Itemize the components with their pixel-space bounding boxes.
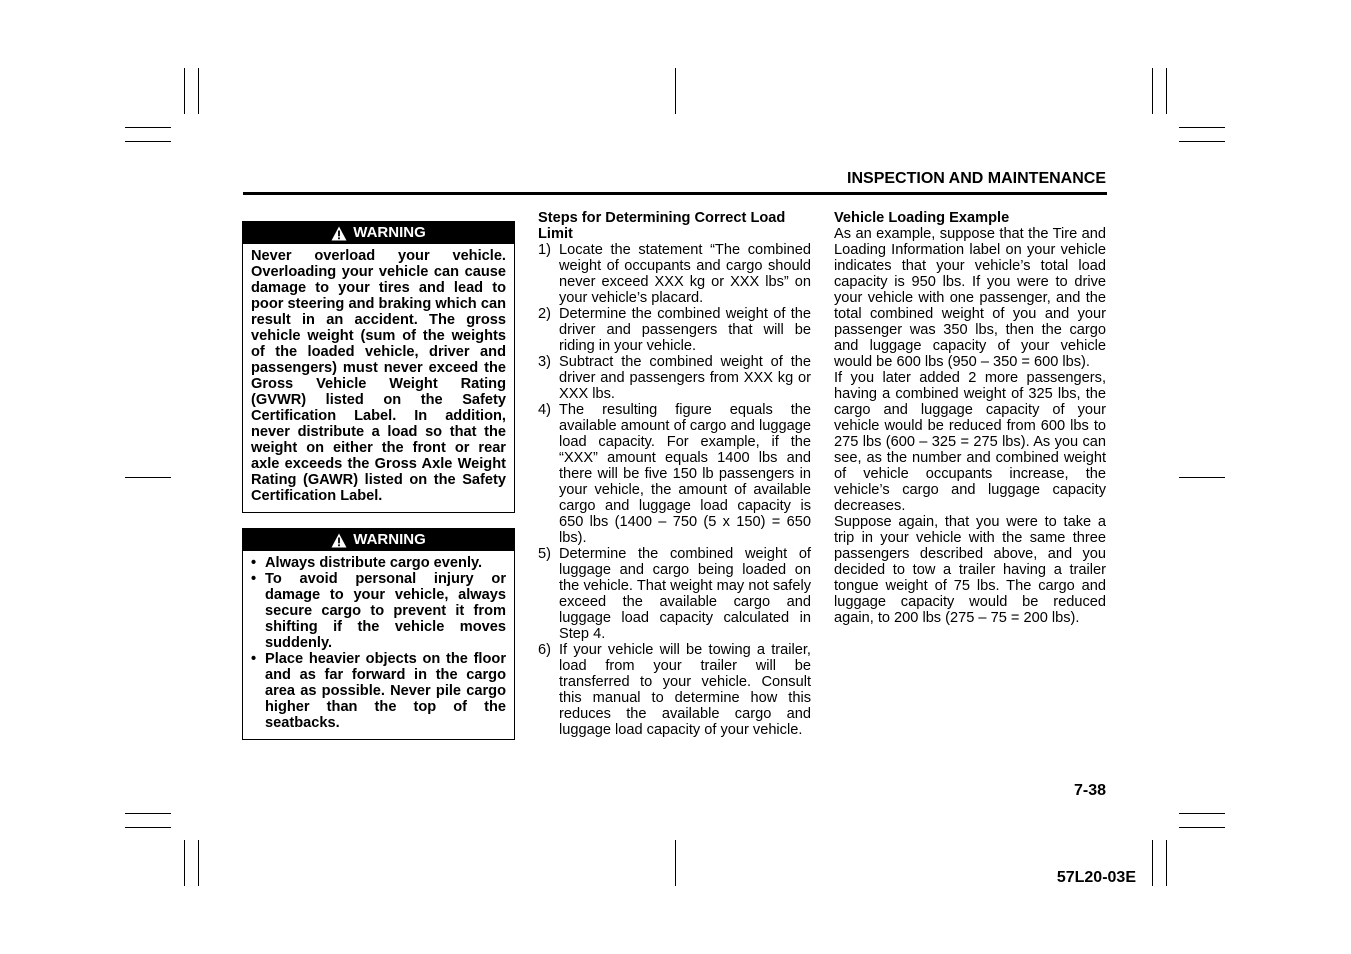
warning-triangle-icon [331,533,347,548]
example-paragraph: If you later added 2 more passengers, having a combined weight of 325 lbs, the cargo and luggage capacity of your vehicle would be reduced from 600 lbs to 275 lbs (600 – 325 = 275 lbs). As you can see, as the number and combined weight of vehicle occupants increase, the vehicle’s cargo and luggage capacity decreases. [834,370,1106,514]
warning-label: WARNING [353,531,426,548]
crop-mark [184,68,185,114]
bullet-item [251,571,506,651]
step-text: The resulting figure equals the available amount of cargo and luggage load capacity. For example, if the “XXX” amount equals 1400 lbs and there will be five 150 lb passengers in your vehicle, the amount of available cargo and luggage load capacity is 650 lbs (1400 – 750 (5 x 150) = 650 lbs). [559,402,811,546]
example-title: Vehicle Loading Example [834,210,1010,226]
crop-mark [1166,840,1167,886]
step-number: 1) [538,242,551,258]
steps-list [538,242,811,738]
step-item [538,402,811,546]
step-text: If your vehicle will be towing a trailer, load from your trailer will be transferred to your vehicle. Consult this manual to determine how this reduces the available cargo and luggage load capacity of your vehicle. [559,642,811,738]
warning-bullets [243,551,514,737]
warning-header [243,529,514,551]
step-number: 4) [538,402,551,418]
step-text: Determine the combined weight of luggage and cargo being loaded on the vehicle. That weight may not safely exceed the available cargo and luggage load capacity calculated in Step 4. [559,546,811,642]
document-code: 57L20-03E [1056,869,1136,886]
crop-mark [675,840,676,886]
crop-mark [125,127,171,128]
crop-mark [1179,827,1225,828]
page-number: 7-38 [1073,782,1106,799]
example-column [834,210,1106,626]
warning-box-cargo [242,528,515,740]
step-item [538,354,811,402]
step-number: 2) [538,306,551,322]
crop-mark [125,141,171,142]
step-number: 6) [538,642,551,658]
crop-mark [1152,68,1153,114]
step-item [538,642,811,738]
warning-triangle-icon [331,226,347,241]
warning-label: WARNING [353,224,426,241]
bullet-item [251,555,506,571]
crop-mark [125,477,171,478]
step-text: Determine the combined weight of the driver and passengers that will be riding in your vehicle. [559,306,811,354]
steps-title: Steps for Determining Correct Load Limit [538,210,786,242]
crop-mark [1179,141,1225,142]
bullet-item [251,651,506,731]
example-paragraph: Suppose again, that you were to take a trip in your vehicle with the same three passengers described above, and you decided to tow a trailer having a trailer tongue weight of 75 lbs. The cargo and luggage capacity would be reduced again, to 200 lbs (275 – 75 = 200 lbs). [834,514,1106,626]
crop-mark [198,68,199,114]
crop-mark [125,813,171,814]
bullet-dot: • [251,555,257,571]
crop-mark [1166,68,1167,114]
step-text: Locate the statement “The combined weight of occupants and cargo should never exceed XXX kg or XXX lbs” on your vehicle’s placard. [559,242,811,306]
bullet-text: Place heavier objects on the floor and as far forward in the cargo area as possible. Never pile cargo higher than the top of the seatbacks. [265,651,506,731]
bullet-dot: • [251,651,257,667]
section-title: INSPECTION AND MAINTENANCE [847,170,1106,187]
crop-mark [1179,127,1225,128]
bullet-text: To avoid personal injury or damage to your vehicle, always secure cargo to prevent it from shifting if the vehicle moves suddenly. [265,571,506,651]
warning-box-overload [242,221,515,513]
crop-mark [198,840,199,886]
crop-mark [184,840,185,886]
crop-mark [1179,813,1225,814]
step-item [538,242,811,306]
warning-header [243,222,514,244]
warning-text: Never overload your vehicle. Overloading your vehicle can cause damage to your tires and lead to poor steering and braking which can result in an accident. The gross vehicle weight (sum of the weights of the loaded vehicle, driver and passengers) must never exceed the Gross Vehicle Weight Rating (GVWR) listed on the Safety Certification Label. In addition, never distribute a load so that the weight on either the front or rear axle exceeds the Gross Axle Weight Rating (GAWR) listed on the Safety Certification Label. [251,248,506,504]
bullet-text: Always distribute cargo evenly. [265,555,483,571]
step-item [538,306,811,354]
crop-mark [125,827,171,828]
crop-mark [675,68,676,114]
crop-mark [1179,477,1225,478]
step-number: 5) [538,546,551,562]
step-item [538,546,811,642]
header-rule [243,192,1107,195]
step-text: Subtract the combined weight of the driver and passengers from XXX kg or XXX lbs. [559,354,811,402]
steps-column [538,210,811,738]
bullet-dot: • [251,571,257,587]
example-paragraph: As an example, suppose that the Tire and Loading Information label on your vehicle indicates that your vehicle’s total load capacity is 950 lbs. If you were to drive your vehicle with one passenger, and the total combined weight of you and your passenger was 350 lbs, then the cargo and luggage capacity of your vehicle would be 600 lbs (950 – 350 = 600 lbs). [834,226,1106,370]
crop-mark [1152,840,1153,886]
step-number: 3) [538,354,551,370]
